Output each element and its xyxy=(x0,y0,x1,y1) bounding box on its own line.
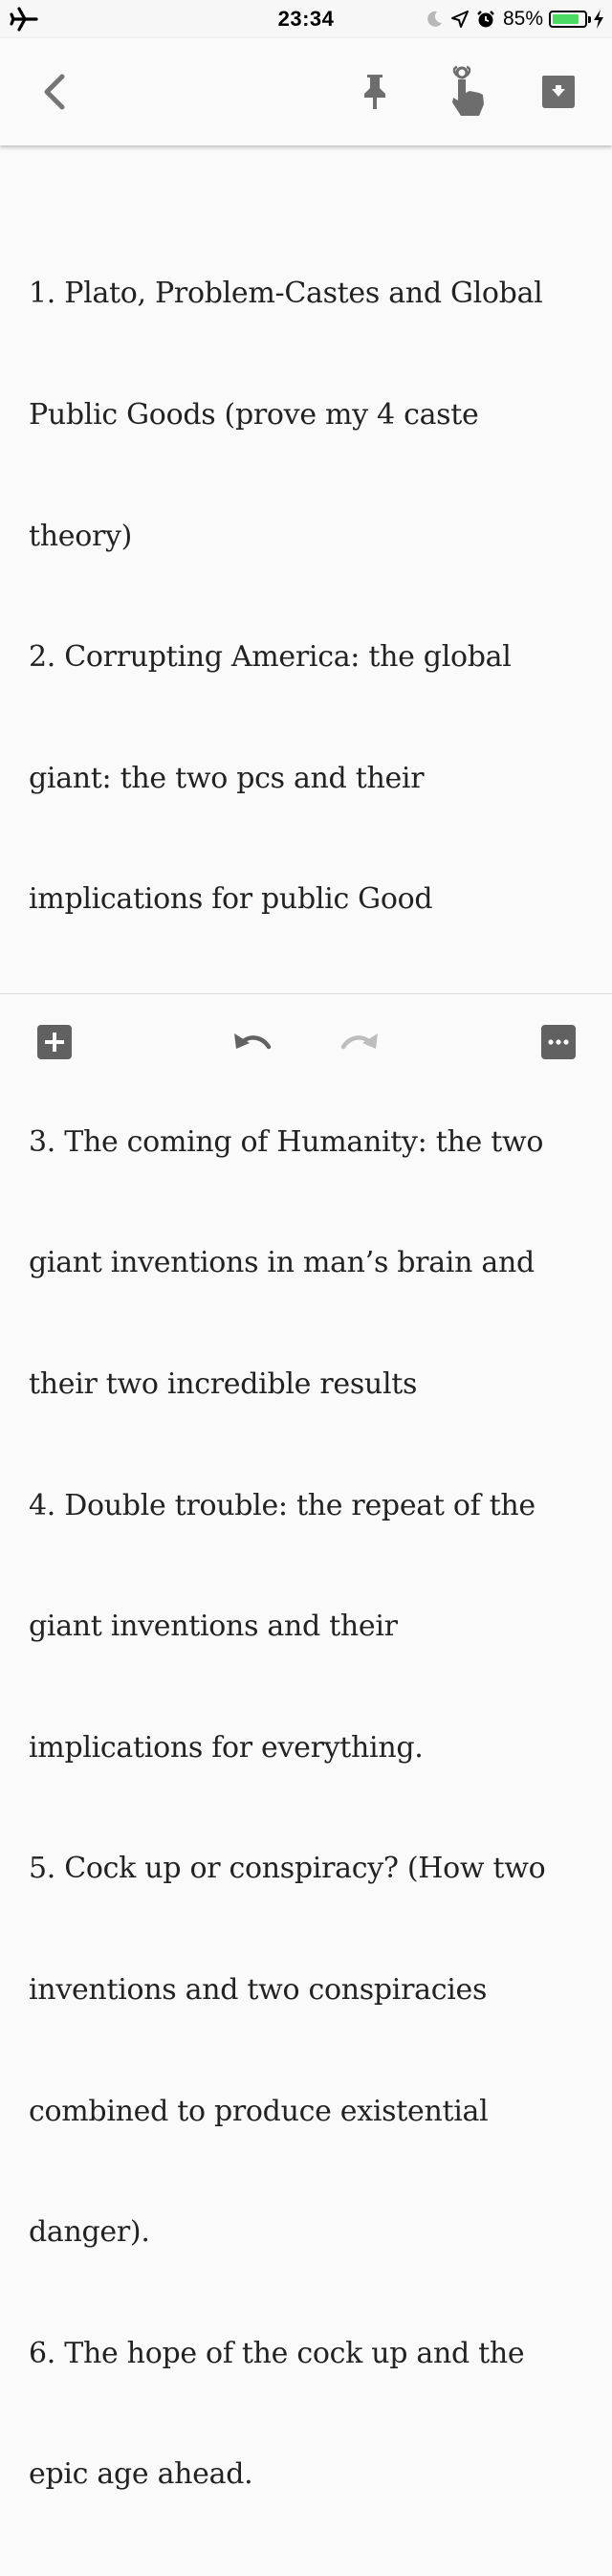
bottom-toolbar xyxy=(0,993,612,1088)
location-arrow-icon xyxy=(451,11,469,28)
battery-percent: 85% xyxy=(502,8,543,30)
pin-button[interactable] xyxy=(340,38,409,145)
add-button[interactable] xyxy=(26,1015,83,1069)
archive-icon xyxy=(541,75,576,109)
chevron-left-icon xyxy=(39,73,68,111)
status-bar xyxy=(0,0,612,38)
moon-icon xyxy=(425,10,444,29)
alarm-icon xyxy=(476,10,495,29)
reminder-finger-icon xyxy=(446,66,488,118)
note-line: implications for public Good xyxy=(29,882,433,917)
undo-button[interactable] xyxy=(224,1015,281,1069)
note-line: giant inventions in man’s brain and xyxy=(29,1246,535,1280)
note-line: inventions and two conspiracies xyxy=(29,1972,488,2007)
note-line: 2. Corrupting America: the global xyxy=(29,640,512,675)
pin-icon xyxy=(360,73,390,111)
archive-button[interactable] xyxy=(524,38,593,145)
note-line: combined to produce existential xyxy=(29,2094,489,2128)
charging-bolt-icon xyxy=(593,10,604,29)
note-toolbar xyxy=(0,38,612,145)
more-icon xyxy=(541,1025,576,1059)
note-line: implications for everything. xyxy=(29,1730,424,1765)
note-line: danger). xyxy=(29,2215,150,2250)
note-line: 4. Double trouble: the repeat of the xyxy=(29,1488,536,1522)
redo-icon xyxy=(338,1028,382,1056)
reminder-button[interactable] xyxy=(432,38,501,145)
note-text[interactable] xyxy=(29,193,583,2576)
redo-button[interactable] xyxy=(331,1015,388,1069)
status-time: 23:34 xyxy=(277,7,335,31)
note-line: 1. Plato, Problem-Castes and Global xyxy=(29,277,543,311)
note-line: 3. The coming of Humanity: the two xyxy=(29,1124,544,1159)
note-line: epic age ahead. xyxy=(29,2457,253,2492)
note-line: 5. Cock up or conspiracy? (How two xyxy=(29,1852,546,1886)
note-line: 6. The hope of the cock up and the xyxy=(29,2336,525,2370)
battery-fill xyxy=(553,14,579,24)
note-line: giant: the two pcs and their xyxy=(29,761,425,795)
more-options-button[interactable] xyxy=(530,1015,587,1069)
undo-icon xyxy=(230,1028,274,1056)
plus-box-icon xyxy=(37,1025,72,1059)
note-body[interactable] xyxy=(0,145,612,2492)
back-button[interactable] xyxy=(19,38,88,145)
battery-indicator xyxy=(549,11,587,28)
note-line: Public Goods (prove my 4 caste xyxy=(29,398,479,433)
note-line: theory) xyxy=(29,519,133,553)
note-line: their two incredible results xyxy=(29,1366,418,1401)
note-line: giant inventions and their xyxy=(29,1610,398,1644)
